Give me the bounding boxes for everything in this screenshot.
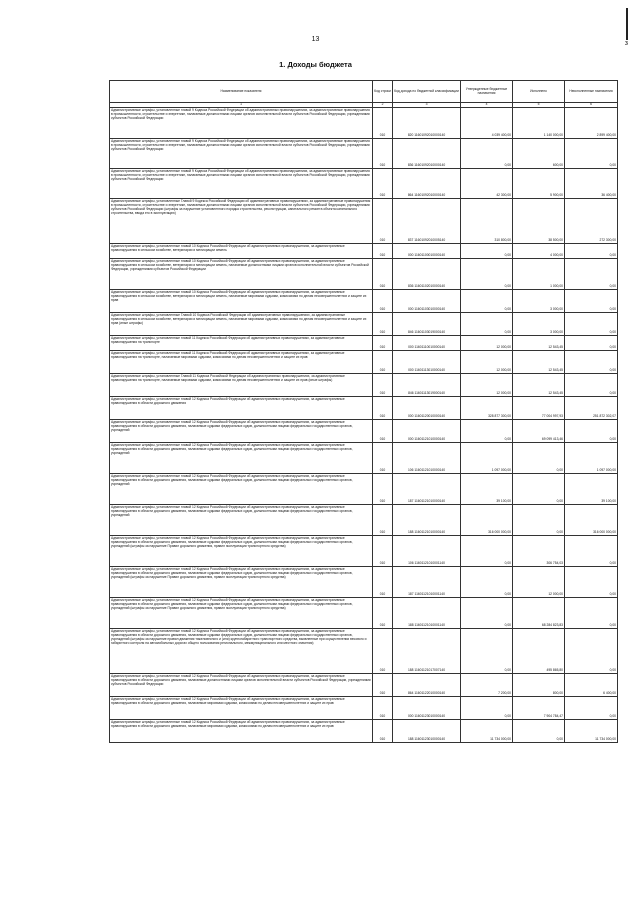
row-executed: 3 000,00 xyxy=(513,290,565,313)
table-row xyxy=(110,720,618,743)
row-indicator-name: Административные штрафы, установленные главой 10 Кодекса Российской Федерации об административных правонарушениях, за административные правонарушения в сельском хозяйстве, ветеринарии и мелиорации земель, налагаемые должностными лицами органов исполнительной власти субъектов Российской Федерации, учреждениями субъектов Российской Федерации xyxy=(110,259,373,290)
row-unexecuted: 0,00 xyxy=(565,374,618,397)
row-unexecuted: 0,00 xyxy=(565,697,618,720)
row-classification-code: 106 11601121010001140 xyxy=(393,536,461,567)
row-indicator-name: Административные штрафы, установленные Главой 11 Кодекса Российской Федерации об административных правонарушениях, за административные правонарушения на транспорте, налагаемые мировыми судьями, комиссиями по делам несовершеннолетних и защите их прав (иные штрафы) xyxy=(110,374,373,397)
row-approved: 0,00 xyxy=(461,313,513,336)
row-executed: 0,00 xyxy=(513,474,565,505)
row-unexecuted: 11 734 000,00 xyxy=(565,720,618,743)
row-unexecuted: 0,00 xyxy=(565,536,618,567)
row-unexecuted: 0,00 xyxy=(565,313,618,336)
page-number: 13 xyxy=(311,36,320,43)
row-executed: 3 000,00 xyxy=(513,313,565,336)
row-executed: 4 000,00 xyxy=(513,244,565,259)
row-indicator-name: Административные штрафы, установленные главой 9 Кодекса Российской Федерации об административных правонарушениях, за административные правонарушения в промышленности, строительстве и энергетике, налагаемые должностными лицами органов исполнительной власти субъектов Российской Федерации, учреждениями субъектов Российской Федерации xyxy=(110,108,373,139)
row-approved: 0,00 xyxy=(461,244,513,259)
table-row xyxy=(110,474,618,505)
row-approved: 316 000 000,00 xyxy=(461,505,513,536)
row-line-code: 010 xyxy=(373,397,393,420)
row-executed: 0,00 xyxy=(513,505,565,536)
column-number: 2 xyxy=(373,103,393,108)
row-indicator-name: Административные штрафы, установленные главой 9 Кодекса Российской Федерации об административных правонарушениях, за административные правонарушения в промышленности, строительстве и энергетике, налагаемые должностными лицами органов исполнительной власти субъектов Российской Федерации, учреждениями субъектов Российской Федерации xyxy=(110,139,373,169)
row-executed: 0,00 xyxy=(513,720,565,743)
row-indicator-name: Административные штрафы, установленные главой 12 Кодекса Российской Федерации об административных правонарушениях, за административные правонарушения в области дорожного движения, налагаемые мировыми судьями, комиссиями по делам несовершеннолетних и защите их прав xyxy=(110,697,373,720)
table-row xyxy=(110,199,618,244)
row-unexecuted: 0,00 xyxy=(565,290,618,313)
row-executed: 12 000,00 xyxy=(513,567,565,598)
row-classification-code: 836 11601092010000140 xyxy=(393,139,461,169)
row-approved: 0,00 xyxy=(461,598,513,629)
row-executed: 7 904 784,47 xyxy=(513,697,565,720)
row-unexecuted: 0,00 xyxy=(565,336,618,351)
row-classification-code: 000 11601121010000140 xyxy=(393,420,461,443)
row-indicator-name: Административные штрафы, установленные главой 12 Кодекса Российской Федерации об административных правонарушениях, за административные правонарушения в области дорожного движения, налагаемые судьями федеральных судов, должностными лицами федеральных государственных органов, учреждений (штрафы за нарушение Правил дорожного движения, правил эксплуатации транспортного средства) xyxy=(110,598,373,629)
row-executed: 38 500,00 xyxy=(513,199,565,244)
row-unexecuted: 0,00 xyxy=(565,629,618,674)
row-line-code: 010 xyxy=(373,443,393,474)
table-row xyxy=(110,505,618,536)
row-classification-code: 188 11601121010000140 xyxy=(393,505,461,536)
row-executed: 600,00 xyxy=(513,139,565,169)
row-line-code: 010 xyxy=(373,313,393,336)
row-approved: 7 200,00 xyxy=(461,674,513,697)
row-classification-code: 000 11601110010000140 xyxy=(393,336,461,351)
row-indicator-name: Административные штрафы, установленные главой 12 Кодекса Российской Федерации об административных правонарушениях, за административные правонарушения в области дорожного движения xyxy=(110,397,373,420)
table-row xyxy=(110,567,618,598)
row-indicator-name: Административные штрафы, установленные главой 12 Кодекса Российской Федерации об административных правонарушениях, за административные правонарушения в области дорожного движения, налагаемые должностными лицами органов исполнительной власти субъектов Российской Федерации, учреждениями субъектов Российской Федерации xyxy=(110,674,373,697)
row-approved: 328 877 300,00 xyxy=(461,397,513,420)
row-classification-code: 820 11601092010000140 xyxy=(393,108,461,139)
row-line-code: 010 xyxy=(373,336,393,351)
table-row xyxy=(110,443,618,474)
row-line-code: 010 xyxy=(373,474,393,505)
row-classification-code: 000 11601123010000140 xyxy=(393,697,461,720)
table-row xyxy=(110,336,618,351)
row-indicator-name: Административные штрафы, установленные главой 12 Кодекса Российской Федерации об административных правонарушениях, за административные правонарушения в области дорожного движения, налагаемые мировыми судьями, комиссиями по делам несовершеннолетних и защите их прав xyxy=(110,720,373,743)
row-classification-code: 187 11601121010000140 xyxy=(393,474,461,505)
row-classification-code: 864 11601092010000140 xyxy=(393,169,461,199)
row-approved: 4 039 400,00 xyxy=(461,108,513,139)
row-unexecuted: 39 100,00 xyxy=(565,474,618,505)
row-line-code: 010 xyxy=(373,505,393,536)
row-line-code: 010 xyxy=(373,420,393,443)
page-edge-glyph: з xyxy=(624,40,628,47)
table-body xyxy=(110,108,618,743)
row-approved: 12 000,00 xyxy=(461,336,513,351)
row-line-code: 010 xyxy=(373,259,393,290)
row-approved: 39 100,00 xyxy=(461,474,513,505)
row-indicator-name: Административные штрафы, установленные главой 10 Кодекса Российской Федерации об административных правонарушениях, за административные правонарушения в сельском хозяйстве, ветеринарии и мелиорации земель xyxy=(110,244,373,259)
row-line-code: 010 xyxy=(373,169,393,199)
row-executed: 495 865,80 xyxy=(513,629,565,674)
row-executed: 12 543,45 xyxy=(513,374,565,397)
table-row xyxy=(110,244,618,259)
table-row xyxy=(110,259,618,290)
row-executed: 1 140 000,00 xyxy=(513,108,565,139)
row-line-code: 010 xyxy=(373,720,393,743)
row-unexecuted: 0,00 xyxy=(565,567,618,598)
section-title: 1. Доходы бюджета xyxy=(279,60,352,69)
row-approved: 0,00 xyxy=(461,536,513,567)
row-classification-code: 187 11601121010001140 xyxy=(393,567,461,598)
row-line-code: 010 xyxy=(373,139,393,169)
row-line-code: 010 xyxy=(373,290,393,313)
row-unexecuted: 0,00 xyxy=(565,244,618,259)
table-header-row xyxy=(110,81,618,103)
row-approved: 0,00 xyxy=(461,139,513,169)
row-unexecuted: 0,00 xyxy=(565,420,618,443)
row-executed: 77 004 997,93 xyxy=(513,397,565,420)
table-row xyxy=(110,536,618,567)
row-line-code: 010 xyxy=(373,244,393,259)
row-executed: 800,00 xyxy=(513,674,565,697)
row-classification-code: 106 11601121010000140 xyxy=(393,443,461,474)
table-row xyxy=(110,598,618,629)
row-classification-code: 000 11601100010000140 xyxy=(393,244,461,259)
row-indicator-name: Административные штрафы, установленные главой 11 Кодекса Российской Федерации об административных правонарушениях, за административные правонарушения на транспорте, налагаемые мировыми судьями, комиссиями по делам несовершеннолетних и защите их прав xyxy=(110,351,373,374)
row-classification-code: 846 11601103019000140 xyxy=(393,313,461,336)
header-unexecuted: Неисполненные назначения xyxy=(565,81,618,103)
row-unexecuted: 1 097 000,00 xyxy=(565,443,618,474)
row-approved: 0,00 xyxy=(461,420,513,443)
table-row xyxy=(110,629,618,674)
row-classification-code: 846 11601113019000140 xyxy=(393,374,461,397)
row-unexecuted: 251 872 302,07 xyxy=(565,397,618,420)
row-executed: 68 284 823,83 xyxy=(513,598,565,629)
row-line-code: 010 xyxy=(373,629,393,674)
row-classification-code: 836 11601102010000140 xyxy=(393,259,461,290)
row-line-code: 010 xyxy=(373,536,393,567)
row-classification-code: 864 11601122010000140 xyxy=(393,674,461,697)
row-unexecuted: 316 000 000,00 xyxy=(565,505,618,536)
row-classification-code: 188 11601123010000140 xyxy=(393,720,461,743)
table-row xyxy=(110,697,618,720)
column-number: 4 xyxy=(461,103,513,108)
row-executed: 1 000,00 xyxy=(513,259,565,290)
column-number: 6 xyxy=(565,103,618,108)
table-row xyxy=(110,313,618,336)
column-number: 5 xyxy=(513,103,565,108)
row-approved: 0,00 xyxy=(461,567,513,598)
row-unexecuted: 272 300,00 xyxy=(565,199,618,244)
row-classification-code: 000 11601113010000140 xyxy=(393,351,461,374)
row-line-code: 010 xyxy=(373,374,393,397)
row-classification-code: 188 11601121010001140 xyxy=(393,598,461,629)
row-unexecuted: 6 400,00 xyxy=(565,674,618,697)
header-executed: Исполнено xyxy=(513,81,565,103)
row-unexecuted: 0,00 xyxy=(565,351,618,374)
row-indicator-name: Административные штрафы, установленные главой 12 Кодекса Российской Федерации об административных правонарушениях, за административные правонарушения в области дорожного движения, налагаемые судьями федеральных судов, должностными лицами федеральных государственных органов, учреждений xyxy=(110,420,373,443)
table-row xyxy=(110,420,618,443)
row-indicator-name: Административные штрафы, установленные главой 12 Кодекса Российской Федерации об административных правонарушениях, за административные правонарушения в области дорожного движения, налагаемые судьями федеральных судов, должностными лицами федеральных государственных органов, учреждений xyxy=(110,505,373,536)
table-row xyxy=(110,290,618,313)
table-row xyxy=(110,351,618,374)
header-approved: Утвержденные бюджетные назначения xyxy=(461,81,513,103)
row-indicator-name: Административные штрафы, установленные главой 12 Кодекса Российской Федерации об административных правонарушениях, за административные правонарушения в области дорожного движения, налагаемые судьями федеральных судов, должностными лицами федеральных государственных органов, учреждений (штрафы за нарушение Правил дорожного движения, правил эксплуатации транспортного средства) xyxy=(110,567,373,598)
row-indicator-name: Административные штрафы, установленные Главой 9 Кодекса Российской Федерации об административных правонарушениях, за административные правонарушения в промышленности, строительстве и энергетике, налагаемые должностными лицами органов исполнительной власти субъектов Российской Федерации, учреждениями субъектов Российской Федерации (штрафы за нарушение установленного порядка строительства, реконструкции, капитального ремонта объекта капитального строительства, ввода его в эксплуатацию) xyxy=(110,199,373,244)
row-indicator-name: Административные штрафы, установленные главой 11 Кодекса Российской Федерации об административных правонарушениях, за административные правонарушения на транспорте xyxy=(110,336,373,351)
row-approved: 42 300,00 xyxy=(461,169,513,199)
row-executed: 12 543,45 xyxy=(513,351,565,374)
header-line-code: Код строки xyxy=(373,81,393,103)
row-indicator-name: Административные штрафы, установленные главой 12 Кодекса Российской Федерации об административных правонарушениях, за административные правонарушения в области дорожного движения, налагаемые судьями федеральных судов, должностными лицами федеральных государственных органов, учреждений (штрафы за нарушение правил движения тяжеловесного и (или) крупногабаритного транспортного средства, выявленные при осуществлении весового и габаритного контроля на автомобильных дорогах общего пользования регионального, межмуниципального или местного значения) xyxy=(110,629,373,674)
row-indicator-name: Административные штрафы, установленные главой 12 Кодекса Российской Федерации об административных правонарушениях, за административные правонарушения в области дорожного движения, налагаемые судьями федеральных судов, должностными лицами федеральных государственных органов, учреждений xyxy=(110,474,373,505)
table-row xyxy=(110,169,618,199)
header-classification-code: Код дохода по бюджетной классификации xyxy=(393,81,461,103)
table-row xyxy=(110,374,618,397)
row-classification-code: 837 11601092010005140 xyxy=(393,199,461,244)
row-line-code: 010 xyxy=(373,108,393,139)
table-row xyxy=(110,674,618,697)
row-executed: 69 099 413,46 xyxy=(513,420,565,443)
row-line-code: 010 xyxy=(373,351,393,374)
row-unexecuted: 36 400,00 xyxy=(565,169,618,199)
row-approved: 0,00 xyxy=(461,697,513,720)
table-row xyxy=(110,397,618,420)
table-row xyxy=(110,108,618,139)
budget-revenue-table xyxy=(109,80,618,743)
row-indicator-name: Административные штрафы, установленные главой 10 Кодекса Российской Федерации об административных правонарушениях, за административные правонарушения в сельском хозяйстве, ветеринарии и мелиорации земель, налагаемые мировыми судьями, комиссиями по делам несовершеннолетних и защите их прав xyxy=(110,290,373,313)
row-line-code: 010 xyxy=(373,567,393,598)
table-row xyxy=(110,139,618,169)
row-executed: 0,00 xyxy=(513,443,565,474)
row-line-code: 010 xyxy=(373,697,393,720)
row-approved: 310 800,00 xyxy=(461,199,513,244)
column-number: 1 xyxy=(110,103,373,108)
row-unexecuted: 2 899 400,00 xyxy=(565,108,618,139)
row-indicator-name: Административные штрафы, установленные главой 12 Кодекса Российской Федерации об административных правонарушениях, за административные правонарушения в области дорожного движения, налагаемые судьями федеральных судов, должностными лицами федеральных государственных органов, учреждений xyxy=(110,443,373,474)
row-unexecuted: 0,00 xyxy=(565,139,618,169)
row-indicator-name: Административные штрафы, установленные главой 12 Кодекса Российской Федерации об административных правонарушениях, за административные правонарушения в области дорожного движения, налагаемые судьями федеральных судов, должностными лицами федеральных государственных органов, учреждений (штрафы за нарушение Правил дорожного движения, правил эксплуатации транспортного средства) xyxy=(110,536,373,567)
column-number: 3 xyxy=(393,103,461,108)
row-line-code: 010 xyxy=(373,199,393,244)
row-approved: 12 000,00 xyxy=(461,374,513,397)
row-approved: 12 000,00 xyxy=(461,351,513,374)
row-approved: 0,00 xyxy=(461,629,513,674)
row-line-code: 010 xyxy=(373,674,393,697)
row-classification-code: 188 11601121017007140 xyxy=(393,629,461,674)
row-indicator-name: Административные штрафы, установленные Главой 10 Кодекса Российской Федерации об административных правонарушениях, за административные правонарушения в сельском хозяйстве, ветеринарии и мелиорации земель, налагаемые мировыми судьями, комиссиями по делам несовершеннолетних и защите их прав (иные штрафы) xyxy=(110,313,373,336)
row-executed: 306 754,03 xyxy=(513,536,565,567)
row-approved: 0,00 xyxy=(461,290,513,313)
row-executed: 5 900,00 xyxy=(513,169,565,199)
header-indicator-name: Наименование показателя xyxy=(110,81,373,103)
row-line-code: 010 xyxy=(373,598,393,629)
row-classification-code: 000 11601120010000140 xyxy=(393,397,461,420)
row-unexecuted: 0,00 xyxy=(565,259,618,290)
row-classification-code: 000 11601103010000140 xyxy=(393,290,461,313)
row-approved: 0,00 xyxy=(461,259,513,290)
row-unexecuted: 0,00 xyxy=(565,598,618,629)
row-approved: 11 734 000,00 xyxy=(461,720,513,743)
row-indicator-name: Административные штрафы, установленные главой 9 Кодекса Российской Федерации об административных правонарушениях, за административные правонарушения в промышленности, строительстве и энергетике, налагаемые должностными лицами органов исполнительной власти субъектов Российской Федерации, учреждениями субъектов Российской Федерации xyxy=(110,169,373,199)
row-approved: 1 097 000,00 xyxy=(461,443,513,474)
row-executed: 12 543,45 xyxy=(513,336,565,351)
